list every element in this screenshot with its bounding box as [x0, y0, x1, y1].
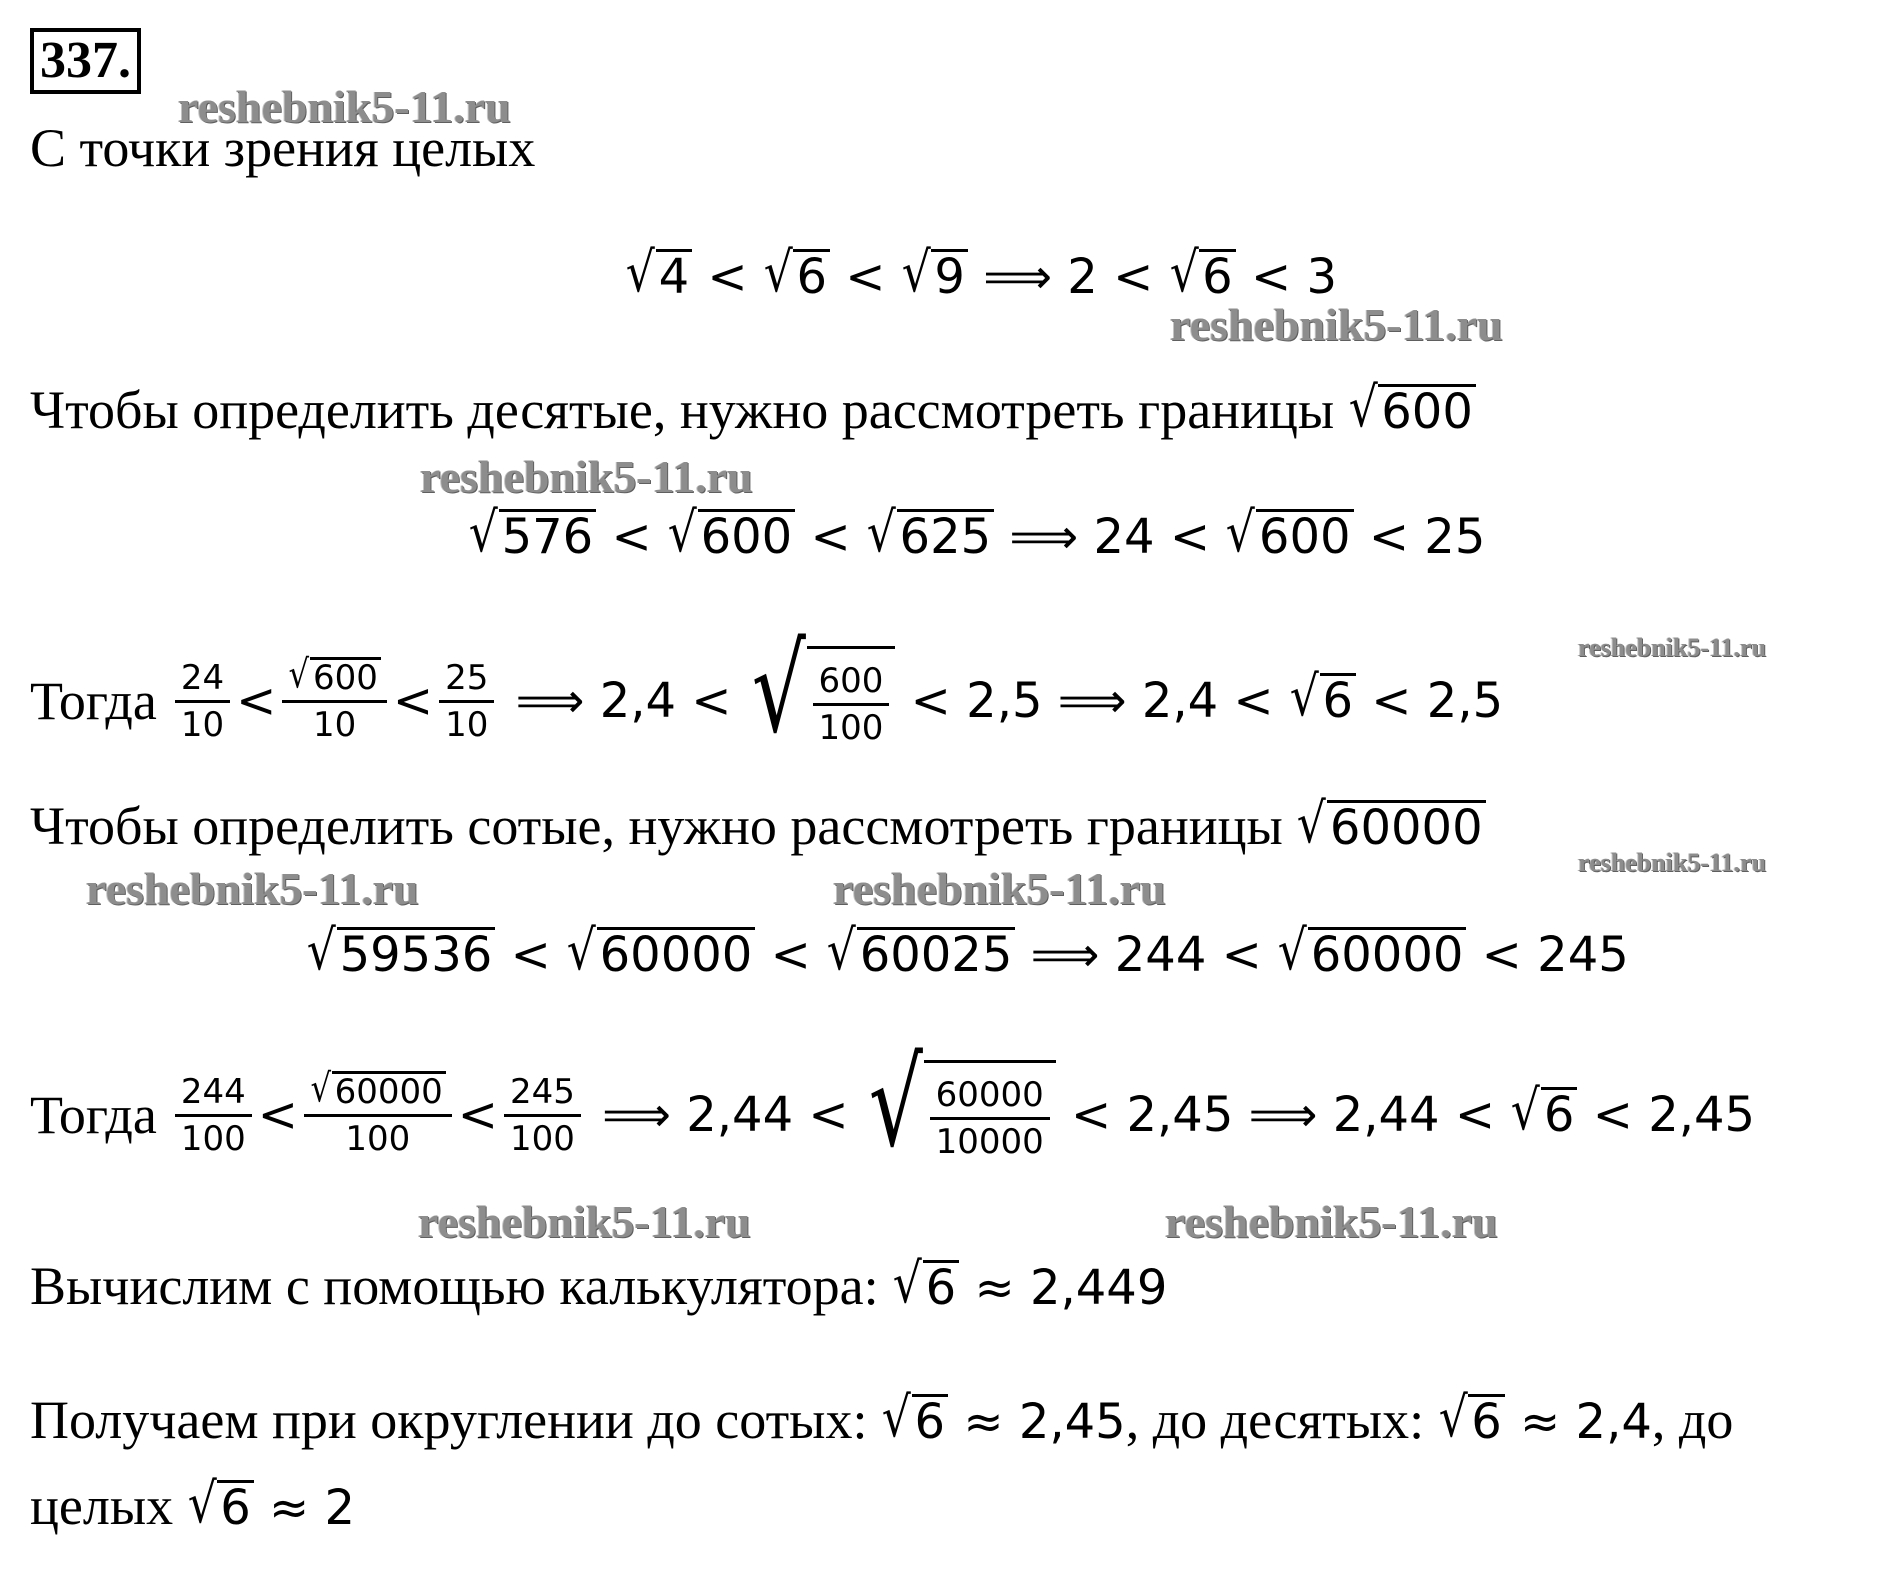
- sqrt: √4: [625, 248, 692, 306]
- watermark: reshebnik5-11.ru: [1165, 1196, 1498, 1247]
- equation-hundredths-bounds: √59536 < √60000 < √60025 ⟹ 244 < √60000 < 245: [306, 918, 1629, 983]
- watermark: reshebnik5-11.ru: [1578, 848, 1767, 877]
- watermark: reshebnik5-11.ru: [420, 451, 753, 502]
- watermark: reshebnik5-11.ru: [1170, 299, 1503, 350]
- sqrt: √6: [1169, 248, 1236, 306]
- sqrt: √9: [901, 248, 968, 306]
- hundredths-intro: Чтобы определить сотые, нужно рассмотреть границы √60000: [30, 796, 1486, 857]
- then-tenths: Тогда $\frac{24}{10}$ < $\frac{√ 600}{10}$ < $\frac{25}{10}$ ⟹ 2,4 < √ $\frac{600}{100}$ < 2,5 ⟹ 2,4 < √6 < 2,5: [30, 619, 1504, 760]
- watermark: reshebnik5-11.ru: [1578, 633, 1767, 662]
- watermark: reshebnik5-11.ru: [418, 1196, 751, 1247]
- tenths-intro: Чтобы определить десятые, нужно рассмотреть границы √600: [30, 380, 1476, 441]
- result-line: Получаем при округлении до сотых: √6 ≈ 2,45, до десятых: √6 ≈ 2,4, до: [30, 1385, 1734, 1450]
- calc-line: Вычислим с помощью калькулятора: √6 ≈ 2,449: [30, 1251, 1168, 1316]
- equation-integers: √4 < √6 < √9 ⟹ 2 < √6 < 3: [625, 240, 1337, 305]
- result-line-2: целых √6 ≈ 2: [30, 1471, 356, 1536]
- watermark: reshebnik5-11.ru: [178, 81, 511, 132]
- watermark: reshebnik5-11.ru: [833, 863, 1166, 914]
- watermark: reshebnik5-11.ru: [86, 863, 419, 914]
- sqrt: √6: [763, 248, 830, 306]
- then-hundredths: Тогда $\frac{244}{100}$ < $\frac{√ 60000}{100}$ < $\frac{245}{100}$ ⟹ 2,44 < √ $\frac{60000}{10000}$ < 2,45 ⟹ 2,44 < √6 < 2,45: [30, 1033, 1756, 1174]
- task-number: 337.: [30, 28, 141, 94]
- equation-tenths-bounds: √576 < √600 < √625 ⟹ 24 < √600 < 25: [468, 500, 1486, 565]
- intro-text: С точки зрения целых: [30, 118, 536, 178]
